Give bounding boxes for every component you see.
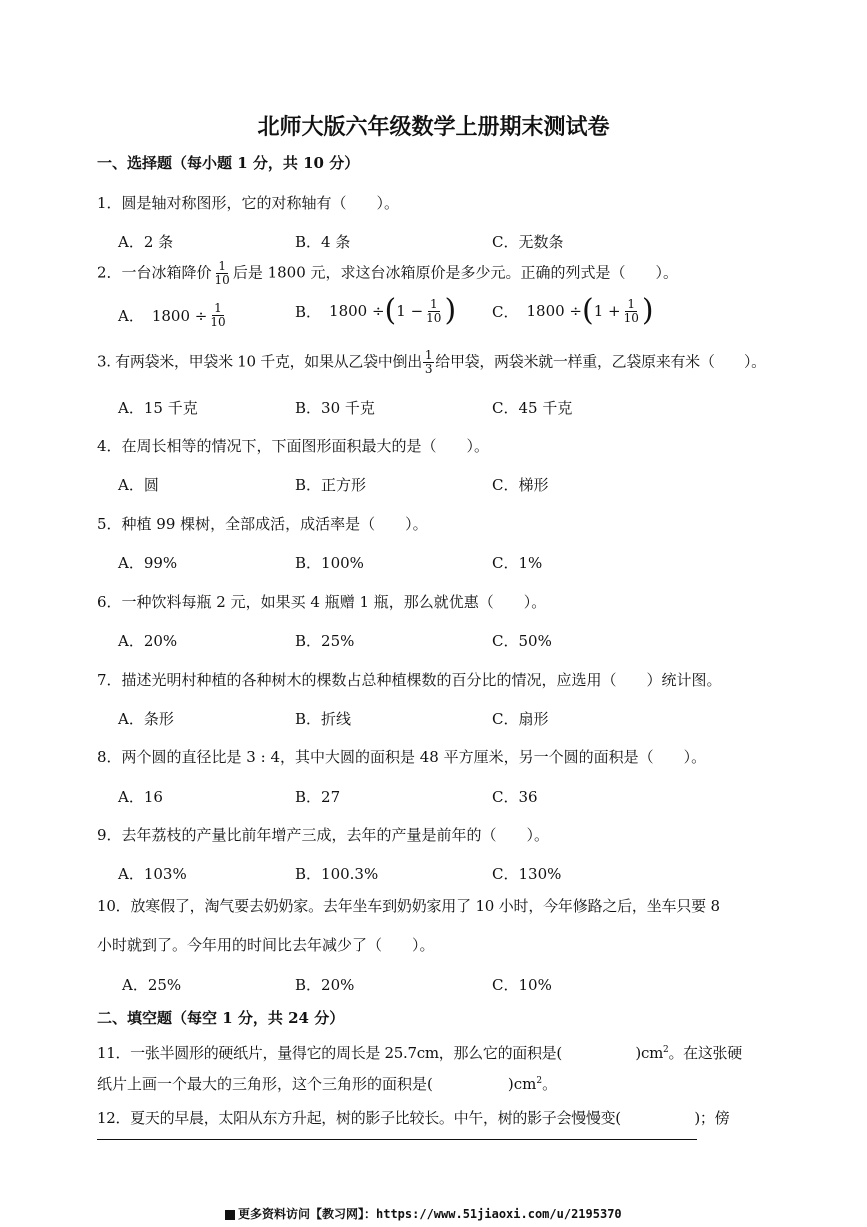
question-5: 5．种植 99 棵树，全部成活，成活率是（ ）。: [97, 515, 428, 533]
q6-option-a: A．20%: [118, 632, 178, 650]
question-8: 8．两个圆的直径比是 3 : 4，其中大圆的面积是 48 平方厘米，另一个圆的面积是（ ）。: [97, 748, 707, 766]
q11-line1-post: 。在这张硬: [668, 1044, 742, 1062]
q10-option-a: A．25%: [122, 976, 182, 994]
q11-line1-pre: 11．一张半圆形的硬纸片，量得它的周长是 25.7cm，那么它的面积是( )cm: [97, 1044, 664, 1062]
question-6: 6．一种饮料每瓶 2 元，如果买 4 瓶赠 1 瓶，那么就优惠（ ）。: [97, 593, 547, 611]
q2-option-a: [118, 302, 229, 329]
q2-b-paren-close: ): [444, 293, 457, 328]
q3-frac-den: 3: [424, 362, 433, 376]
q2-option-b: [295, 293, 457, 328]
question-4: 4．在周长相等的情况下，下面图形面积最大的是（ ）。: [97, 437, 490, 455]
q5-option-c: C．1%: [492, 554, 543, 572]
q5-option-b: B．100%: [295, 554, 364, 572]
q9-option-a: A．103%: [118, 865, 187, 883]
q4-option-c: C．梯形: [492, 476, 549, 494]
q2-b-inner: 1 −: [396, 302, 424, 320]
q10-option-b: B．20%: [295, 976, 355, 994]
q11-line2-sup: 2: [536, 1076, 543, 1086]
question-9: 9．去年荔枝的产量比前年增产三成，去年的产量是前年的（ ）。: [97, 826, 550, 844]
q9-option-c: C．130%: [492, 865, 562, 883]
question-3: [97, 349, 766, 376]
section-heading-fill: 二、填空题（每空 1 分，共 24 分）: [97, 1009, 345, 1027]
q1-option-b: B．4 条: [295, 233, 351, 251]
q2-option-c: [492, 293, 654, 328]
q3-frac-num: 1: [424, 348, 433, 362]
question-10-line-2: 小时就到了。今年用的时间比去年减少了（ ）。: [97, 936, 435, 954]
q2-c-label: C．: [492, 302, 519, 321]
q3-text-pre: 3. 有两袋米，甲袋米 10 千克，如果从乙袋中倒出: [97, 352, 422, 371]
footer-text: 更多资料访问【教习网】：https://www.51jiaoxi.com/u/2195370: [238, 1207, 622, 1221]
q2-c-expr: 1800 ÷: [526, 302, 582, 320]
q5-option-a: A．99%: [118, 554, 178, 572]
footer-divider: [97, 1139, 697, 1140]
q4-option-a: A．圆: [118, 476, 159, 494]
flag-icon: [225, 1210, 235, 1220]
q7-option-c: C．扇形: [492, 710, 549, 728]
q2-b-paren-open: (: [384, 293, 397, 328]
q9-option-b: B．100.3%: [295, 865, 379, 883]
q3-option-c: C．45 千克: [492, 399, 573, 417]
q11-line2-post: 。: [542, 1075, 558, 1093]
q2-b-frac-den: 10: [426, 310, 442, 325]
q10-option-c: C．10%: [492, 976, 552, 994]
q2-c-frac-num: 1: [627, 296, 636, 311]
q11-line1-sup: 2: [663, 1045, 669, 1055]
q2-a-frac-num: 1: [214, 301, 222, 315]
question-1: 1．圆是轴对称图形，它的对称轴有（ ）。: [97, 194, 400, 212]
q8-option-b: B．27: [295, 788, 341, 806]
q7-option-a: A．条形: [118, 710, 174, 728]
q2-c-inner: 1 +: [593, 302, 621, 320]
q6-option-b: B．25%: [295, 632, 355, 650]
q2-b-expr: 1800 ÷: [329, 302, 385, 320]
q2-c-paren-open: (: [582, 293, 594, 328]
q2-text-post: 后是 1800 元，求这台冰箱原价是多少元。正确的列式是（ ）。: [232, 263, 679, 282]
q2-c-fraction: [622, 298, 641, 325]
q2-b-fraction: [424, 298, 443, 325]
question-11-line-1: [97, 1042, 742, 1063]
question-10-line-1: 10．放寒假了，淘气要去奶奶家。去年坐车到奶奶家用了 10 小时，今年修路之后，坐车只要 8: [97, 897, 720, 915]
page-title: 北师大版六年级数学上册期末测试卷: [257, 114, 610, 140]
q7-option-b: B．折线: [295, 710, 352, 728]
q2-c-frac-den: 10: [623, 310, 639, 325]
q3-fraction: [423, 349, 434, 376]
question-7: 7．描述光明村种植的各种树木的棵数占总种植棵数的百分比的情况，应选用（ ）统计图。: [97, 671, 722, 689]
q2-frac-num: 1: [218, 259, 226, 273]
q2-a-frac-den: 10: [210, 315, 226, 329]
q2-c-paren-close: ): [641, 293, 654, 328]
q6-option-c: C．50%: [492, 632, 552, 650]
q8-option-a: A．16: [118, 788, 163, 806]
q2-frac-den: 10: [214, 273, 230, 287]
q1-option-a: A．2 条: [118, 233, 174, 251]
q2-a-label: A．: [118, 307, 144, 325]
q3-text-post: 给甲袋，两袋米就一样重，乙袋原来有米（ ）。: [435, 352, 766, 371]
q8-option-c: C．36: [492, 788, 538, 806]
q2-a-expr: 1800 ÷: [151, 306, 208, 325]
q3-option-a: A．15 千克: [118, 399, 198, 417]
q11-line2-pre: 纸片上画一个最大的三角形，这个三角形的面积是( )cm: [97, 1075, 537, 1093]
q2-fraction: [213, 260, 232, 287]
footer-link[interactable]: [225, 1205, 622, 1222]
question-2: [97, 260, 678, 287]
q2-b-label: B．: [295, 302, 322, 321]
q3-option-b: B．30 千克: [295, 399, 375, 417]
question-11-line-2: [97, 1073, 557, 1094]
q4-option-b: B．正方形: [295, 476, 367, 494]
q2-b-frac-num: 1: [429, 296, 438, 311]
section-heading-choice: 一、选择题（每小题 1 分，共 10 分）: [97, 154, 360, 172]
q1-option-c: C．无数条: [492, 233, 564, 251]
question-12: 12．夏天的早晨，太阳从东方升起，树的影子比较长。中午，树的影子会慢慢变( )；傍: [97, 1109, 730, 1127]
q2-a-fraction: [208, 302, 227, 329]
q2-text-pre: 2．一台冰箱降价: [97, 263, 212, 282]
